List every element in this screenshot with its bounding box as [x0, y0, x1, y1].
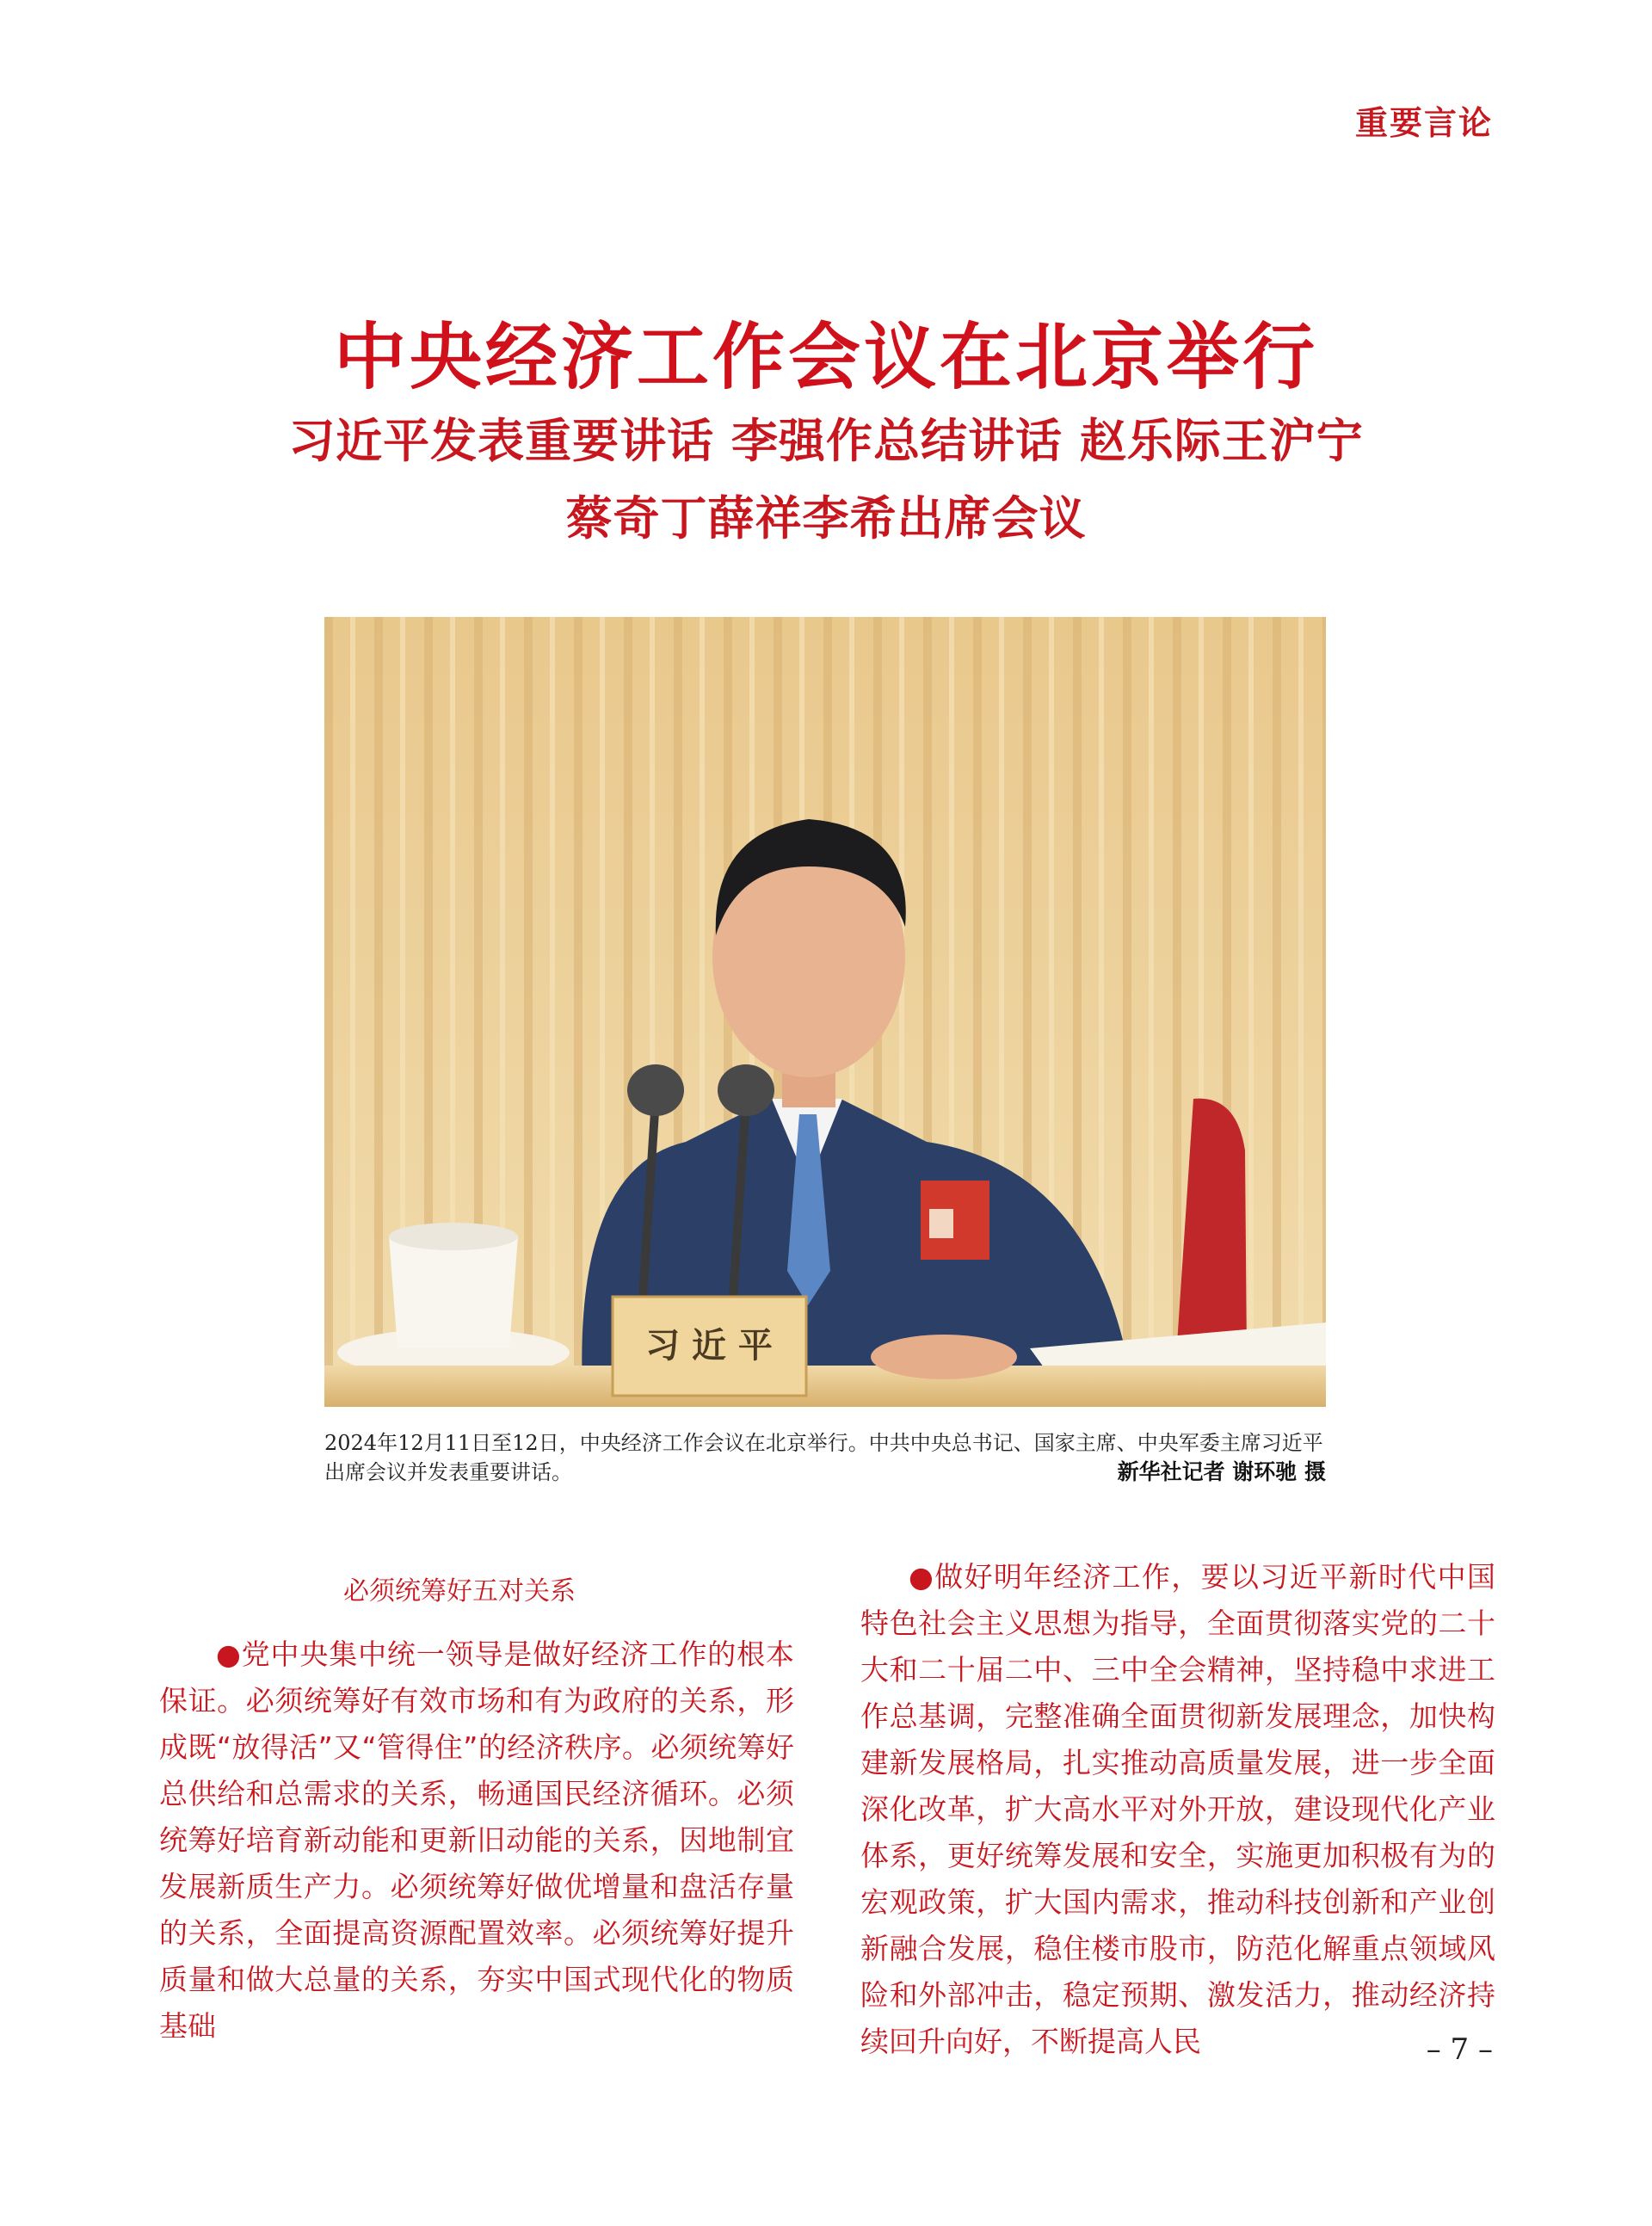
section-label: 重要言论 — [1354, 104, 1493, 142]
bullet-icon: ● — [909, 1560, 935, 1594]
nameplate-text: 习 近 平 — [645, 1325, 773, 1366]
article-subtitle-line-2: 蔡奇丁薛祥李希出席会议 — [565, 490, 1087, 546]
news-photo — [324, 617, 1326, 1407]
right-column-text: 做好明年经济工作，要以习近平新时代中国特色社会主义思想为指导，全面贯彻落实党的二十大和二十届二中、三中全会精神，坚持稳中求进工作总基调，完整准确全面贯彻新发展理念，加快构建新发展格局，扎实推动高质量发展，进一步全面深化改革，扩大高水平对外开放，建设现代化产业体系，更好统筹发展和安全，实施更加积极有为的宏观政策，扩大国内需求，推动科技创新和产业创新融合发展，稳住楼市股市，防范化解重点领域风险和外部冲击，稳定预期、激发活力，推动经济持续回升向好，不断提高人民 — [860, 1560, 1496, 2058]
left-column-heading: 必须统筹好五对关系 — [343, 1576, 576, 1606]
table — [324, 1366, 1326, 1407]
right-column — [860, 1554, 1495, 2065]
photo-caption — [324, 1428, 1326, 1487]
left-column-paragraph — [159, 1631, 794, 2050]
nameplate — [613, 1297, 806, 1396]
page-number: – 7 – — [1426, 2032, 1493, 2067]
left-column — [159, 1554, 794, 2050]
left-column-text: 党中央集中统一领导是做好经济工作的根本保证。必须统筹好有效市场和有为政府的关系，形成既“放得活”又“管得住”的经济秩序。必须统筹好总供给和总需求的关系，畅通国民经济循环。必须统筹好培育新动能和更新旧动能的关系，因地制宜发展新质生产力。必须统筹好做优增量和盘活存量的关系，全面提高资源配置效率。必须统筹好提升质量和做大总量的关系，夯实中国式现代化的物质基础 — [159, 1637, 795, 2043]
photo-caption-text: 2024年12月11日至12日，中央经济工作会议在北京举行。中共中央总书记、国家主席、中央军委主席习近平出席会议并发表重要讲话。 — [324, 1431, 1323, 1484]
article-subtitle-line-1: 习近平发表重要讲话 李强作总结讲话 赵乐际王沪宁 — [288, 413, 1364, 468]
bullet-icon: ● — [216, 1637, 242, 1671]
right-column-paragraph — [860, 1554, 1495, 2065]
article-title: 中央经济工作会议在北京举行 — [333, 315, 1318, 399]
photo-credit: 新华社记者 谢环驰 摄 — [1117, 1459, 1326, 1484]
news-photo-illustration — [324, 617, 1326, 1407]
